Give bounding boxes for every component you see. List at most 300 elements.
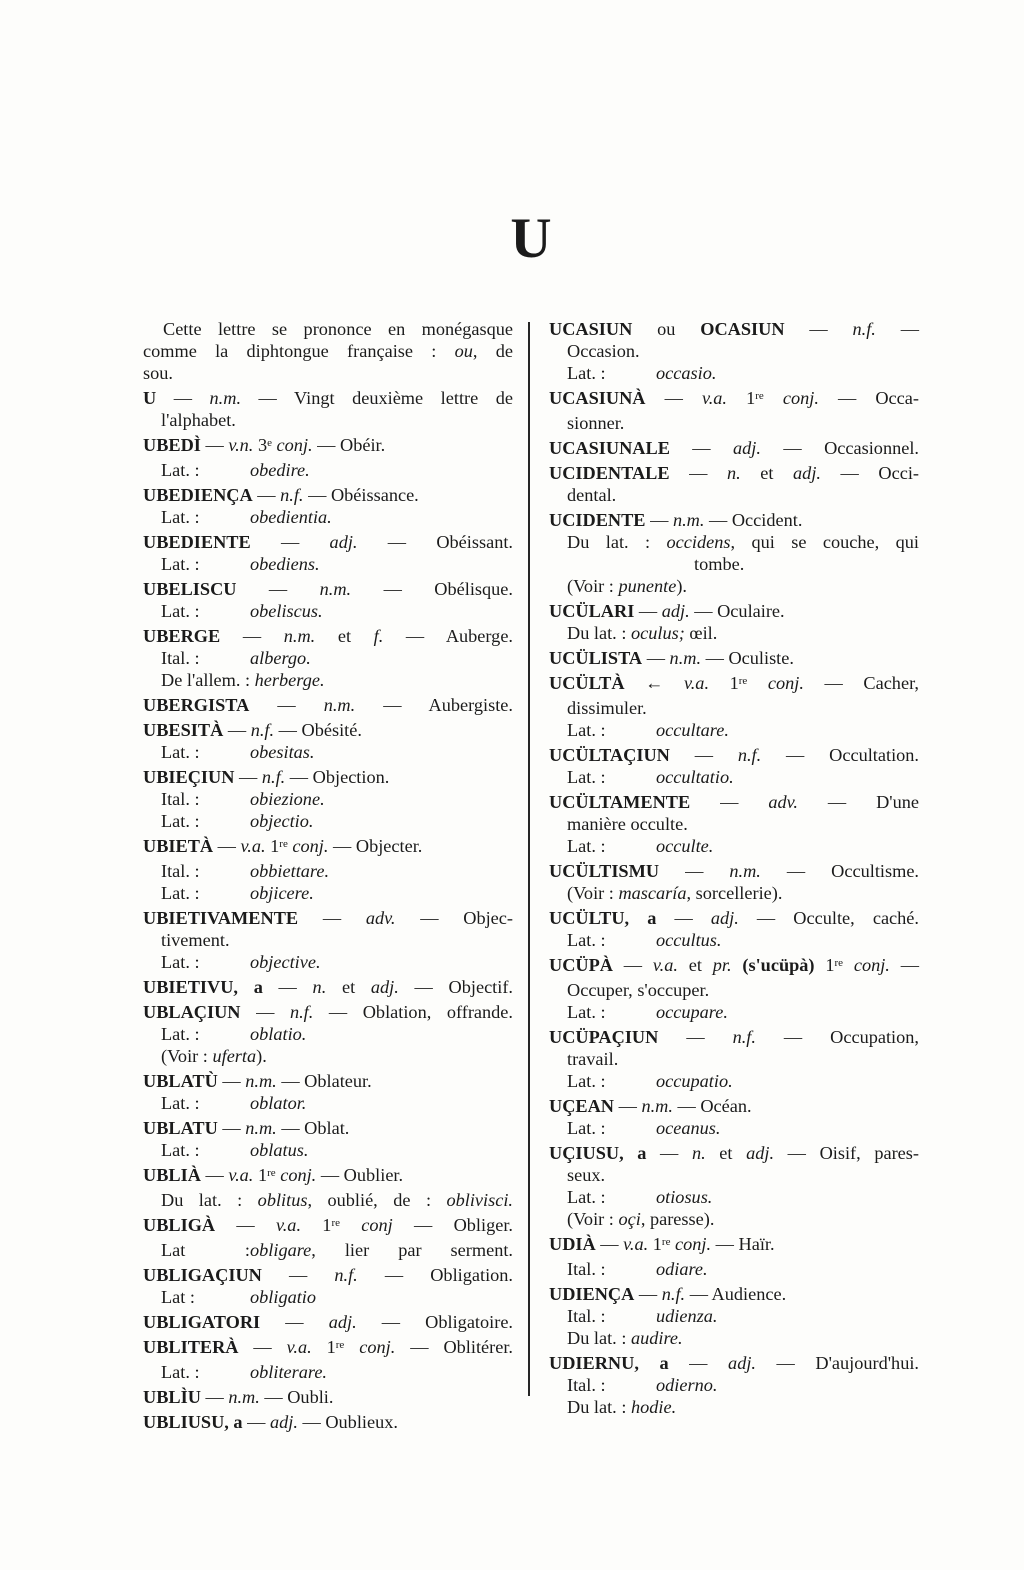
italic-text: adj.: [269, 1412, 298, 1432]
entry-line: [549, 766, 919, 788]
headword: UBLIGATORI: [143, 1312, 261, 1332]
italic-text: uferta: [212, 1046, 257, 1066]
dictionary-entry: [549, 387, 919, 434]
italic-text: v.a.: [275, 1215, 302, 1235]
plain-text: —: [220, 626, 284, 646]
entry-line: [143, 907, 513, 929]
plain-text: — Occupation,: [755, 1027, 919, 1047]
plain-text: — Obélisque.: [351, 579, 513, 599]
plain-text: —: [200, 435, 229, 455]
italic-text: conj.: [292, 836, 329, 856]
plain-text: —: [668, 1353, 729, 1373]
italic-text: conj.: [276, 435, 313, 455]
headword: UBLATU: [143, 1118, 218, 1138]
plain-text: — Objectif.: [398, 977, 513, 997]
plain-text: — Occasionnel.: [760, 438, 919, 458]
headword: UCÜLTÀ: [549, 673, 625, 693]
plain-text: —: [217, 1118, 246, 1138]
headword: UCIDENTALE: [549, 463, 670, 483]
entry-line: [143, 1070, 513, 1092]
headword: UBEDIENÇA: [143, 485, 253, 505]
plain-text: — Oublier.: [316, 1165, 404, 1185]
plain-text: 1: [311, 1337, 336, 1357]
entry-line: [143, 835, 513, 860]
plain-text: —: [200, 1387, 229, 1407]
superscript: e: [267, 437, 272, 450]
plain-text: — Océan.: [672, 1096, 752, 1116]
dictionary-entry: [549, 954, 919, 1023]
plain-text: —: [595, 1234, 624, 1254]
dictionary-entry: [143, 1336, 513, 1383]
entry-line: [549, 954, 919, 979]
italic-text: odierno.: [656, 1375, 718, 1395]
headword: UBIEÇIUN: [143, 767, 235, 787]
plain-text: Du lat. :: [567, 1328, 631, 1348]
plain-text: — Obésité.: [274, 720, 362, 740]
entry-line: [549, 1327, 919, 1349]
plain-text: — Obéissance.: [303, 485, 419, 505]
plain-text: 3: [253, 435, 268, 455]
superscript: re: [331, 1217, 340, 1230]
dictionary-entry: [549, 1026, 919, 1092]
italic-text: obiezione.: [250, 789, 325, 809]
entry-line: [549, 1186, 919, 1208]
headword: UCÜPÀ: [549, 955, 613, 975]
entry-line: [143, 459, 513, 481]
plain-text: —: [260, 1312, 329, 1332]
dictionary-entry: [549, 462, 919, 506]
plain-text: ou: [632, 319, 701, 339]
plain-text: — Obliger.: [392, 1215, 513, 1235]
italic-text: oblator.: [250, 1093, 307, 1113]
plain-text: Cette lettre se prononce en monégasque: [163, 319, 513, 339]
plain-text: 1: [709, 673, 739, 693]
language-label: Ital. :: [161, 789, 200, 809]
italic-text: conj.: [767, 673, 804, 693]
plain-text: dental.: [567, 485, 617, 505]
entry-line: [143, 647, 513, 669]
entry-line: [143, 1264, 513, 1286]
entry-line: [549, 719, 919, 741]
italic-text: n.m.: [245, 1071, 277, 1091]
dictionary-entry: [549, 600, 919, 644]
italic-text: oblatio.: [250, 1024, 307, 1044]
entry-line: [143, 951, 513, 973]
dictionary-entry: [143, 1411, 513, 1433]
entry-line: [549, 1164, 919, 1186]
dictionary-entry: [143, 1070, 513, 1114]
dictionary-entry: [143, 484, 513, 528]
entry-line: [143, 600, 513, 622]
entry-line: [549, 318, 919, 340]
headword: UBLIÀ: [143, 1165, 201, 1185]
entry-line: [549, 1070, 919, 1092]
entry-line: [549, 1001, 919, 1023]
plain-text: —: [217, 1071, 246, 1091]
plain-text: De l'allem. :: [161, 670, 255, 690]
entry-line: [549, 672, 919, 697]
plain-text: , de: [472, 341, 513, 361]
entry-line: [143, 553, 513, 575]
italic-text: hodie.: [630, 1397, 677, 1417]
entry-line: [143, 976, 513, 998]
plain-text: Occasion.: [567, 341, 640, 361]
plain-text: tombe.: [694, 554, 745, 574]
italic-text: n.m.: [672, 510, 705, 530]
plain-text: Du lat. :: [567, 623, 631, 643]
plain-text: — Objecter.: [328, 836, 423, 856]
entry-line: [549, 1305, 919, 1327]
headword: UCÜLTISMU: [549, 861, 660, 881]
plain-text: —: [240, 1002, 290, 1022]
language-label: Lat. :: [161, 811, 200, 831]
plain-text: Du lat. :: [567, 1397, 631, 1417]
section-letter: U: [510, 207, 552, 270]
headword: UÇEAN: [549, 1096, 615, 1116]
italic-text: n.f.: [280, 485, 304, 505]
language-label: Lat. :: [567, 1071, 606, 1091]
plain-text: Du lat. :: [161, 1190, 258, 1210]
entry-line: [549, 1117, 919, 1139]
dictionary-entry: [549, 1142, 919, 1230]
dictionary-entry: [143, 387, 513, 431]
italic-text: oblivisci.: [446, 1190, 513, 1210]
plain-text: — Obligation.: [357, 1265, 513, 1285]
plain-text: travail.: [567, 1049, 619, 1069]
dictionary-entry: [549, 647, 919, 669]
italic-text: f.: [373, 626, 384, 646]
columns: [143, 318, 919, 1436]
language-label: Lat. :: [567, 1187, 606, 1207]
entry-line: [143, 1286, 513, 1308]
italic-text: conj.: [675, 1234, 712, 1254]
plain-text: —: [261, 1265, 335, 1285]
italic-text: v.a.: [286, 1337, 312, 1357]
plain-text: — Obéissant.: [357, 532, 513, 552]
plain-text: —: [634, 1284, 662, 1304]
entry-line: [143, 362, 513, 384]
italic-text: oblatus.: [250, 1140, 309, 1160]
headword: UBLAÇIUN: [143, 1002, 241, 1022]
entry-line: [549, 362, 919, 384]
entry-line: [549, 744, 919, 766]
headword: UCASIUN: [549, 319, 633, 339]
italic-text: n.f.: [661, 1284, 686, 1304]
headword: UBLIGÀ: [143, 1215, 216, 1235]
italic-text: oçi: [618, 1209, 641, 1229]
plain-text: —: [646, 1143, 692, 1163]
entry-line: [143, 669, 513, 691]
dictionary-entry: [143, 976, 513, 998]
headword: UBLATÙ: [143, 1071, 218, 1091]
plain-text: et: [315, 626, 374, 646]
italic-text: obedire.: [250, 460, 310, 480]
plain-text: — Obligatoire.: [356, 1312, 513, 1332]
italic-text: obeliscus.: [250, 601, 323, 621]
italic-text: n.m.: [209, 388, 242, 408]
entry-line: [143, 1361, 513, 1383]
language-label: Ital. :: [567, 1375, 606, 1395]
entry-line: [143, 1336, 513, 1361]
dictionary-entry: [143, 1164, 513, 1211]
entry-line: [549, 1396, 919, 1418]
language-label: Lat. :: [161, 507, 200, 527]
plain-text: —: [642, 648, 670, 668]
superscript: re: [267, 1167, 276, 1180]
entry-line: [143, 340, 513, 362]
entry-line: [549, 1283, 919, 1305]
italic-text: adj.: [661, 601, 690, 621]
plain-text: —: [298, 908, 366, 928]
italic-text: n.f.: [737, 745, 762, 765]
italic-text: v.a.: [701, 388, 727, 408]
entry-line: [549, 1142, 919, 1164]
italic-text: obedientia.: [250, 507, 332, 527]
entry-line: [549, 531, 919, 553]
plain-text: — Occi-: [820, 463, 919, 483]
plain-text: —: [889, 955, 919, 975]
plain-text: —: [614, 1096, 642, 1116]
dictionary-entry: [549, 437, 919, 459]
superscript: re: [755, 390, 764, 403]
dictionary-entry: [143, 1264, 513, 1308]
plain-text: (Voir :: [567, 576, 619, 596]
entry-line: [143, 860, 513, 882]
plain-text: —: [634, 601, 662, 621]
language-label: Lat. :: [567, 720, 606, 740]
plain-text: —: [784, 319, 853, 339]
italic-text: occultus.: [656, 930, 722, 950]
language-label: Lat. :: [161, 554, 200, 574]
headword: UCÜLTAMENTE: [549, 792, 691, 812]
plain-text: [340, 1215, 361, 1235]
italic-text: occupare.: [656, 1002, 728, 1022]
plain-text: sionner.: [567, 413, 625, 433]
entry-line: [549, 462, 919, 484]
italic-text: n.m.: [729, 861, 761, 881]
plain-text: —: [658, 1027, 733, 1047]
plain-text: —: [242, 1412, 270, 1432]
entry-line: [143, 788, 513, 810]
entry-line: [549, 1352, 919, 1374]
entry-line: [549, 860, 919, 882]
entry-line: [549, 1208, 919, 1230]
italic-text: ou: [454, 341, 473, 361]
entry-line: [143, 1386, 513, 1408]
italic-text: adj.: [370, 977, 399, 997]
entry-line: [549, 1026, 919, 1048]
dictionary-entry: [549, 1233, 919, 1280]
dictionary-entry: [549, 1283, 919, 1349]
language-label: Lat. :: [567, 930, 606, 950]
dictionary-entry: [549, 1352, 919, 1418]
headword: (s'ucüpà): [742, 955, 815, 975]
entry-line: [143, 387, 513, 409]
italic-text: adj.: [733, 438, 761, 458]
italic-text: adj.: [710, 908, 739, 928]
headword: UBESITÀ: [143, 720, 224, 740]
dictionary-entry: [549, 744, 919, 788]
entry-line: [549, 437, 919, 459]
italic-text: obbiettare.: [250, 861, 330, 881]
plain-text: 1: [301, 1215, 332, 1235]
plain-text: ).: [676, 576, 688, 596]
dictionary-entry: [549, 1095, 919, 1139]
left-column: [143, 318, 513, 1436]
plain-text: —: [669, 745, 738, 765]
italic-text: adj.: [793, 463, 821, 483]
plain-text: , paresse).: [640, 1209, 715, 1229]
headword: UCASIUNÀ: [549, 388, 646, 408]
plain-text: [732, 955, 743, 975]
italic-text: obligare: [250, 1240, 312, 1260]
entry-line: [549, 697, 919, 719]
entry-line: [143, 882, 513, 904]
plain-text: et: [326, 977, 371, 997]
dictionary-entry: [549, 318, 919, 384]
superscript: re: [279, 838, 288, 851]
italic-text: oculus;: [630, 623, 685, 643]
italic-text: objective.: [250, 952, 321, 972]
headword: UBLÌU: [143, 1387, 201, 1407]
plain-text: — Oblation, offrande.: [313, 1002, 513, 1022]
plain-text: — D'aujourd'hui.: [755, 1353, 919, 1373]
language-label: Lat. :: [567, 1118, 606, 1138]
plain-text: —: [656, 908, 711, 928]
language-label: Ital. :: [567, 1259, 606, 1279]
plain-text: et: [740, 463, 794, 483]
italic-text: otiosus.: [656, 1187, 713, 1207]
italic-text: mascaría: [618, 883, 687, 903]
dictionary-entry: [143, 907, 513, 973]
italic-text: n.m.: [228, 1387, 260, 1407]
plain-text: —: [223, 720, 251, 740]
plain-text: —: [645, 510, 673, 530]
entry-line: [549, 1374, 919, 1396]
headword: UBLIGAÇIUN: [143, 1265, 262, 1285]
plain-text: tivement.: [161, 930, 230, 950]
plain-text: —: [250, 532, 330, 552]
entry-line: [143, 741, 513, 763]
entry-line: [143, 625, 513, 647]
plain-text: — Oculiste.: [701, 648, 794, 668]
language-label: Lat. :: [161, 742, 200, 762]
headword: UBIETIVAMENTE: [143, 908, 299, 928]
language-label: Ital. :: [161, 861, 200, 881]
plain-text: —: [156, 388, 210, 408]
plain-text: , sorcellerie).: [686, 883, 783, 903]
headword: UBLIUSU, a: [143, 1412, 243, 1432]
entry-line: [143, 434, 513, 459]
headword: UBIETÀ: [143, 836, 214, 856]
plain-text: , oublié, de :: [307, 1190, 447, 1210]
language-label: Lat. :: [161, 601, 200, 621]
italic-text: punente: [618, 576, 677, 596]
entry-line: [143, 766, 513, 788]
dictionary-entry: [143, 1214, 513, 1261]
italic-text: herberge.: [254, 670, 325, 690]
plain-text: l'alphabet.: [161, 410, 236, 430]
plain-text: —: [200, 1165, 229, 1185]
entry-line: [143, 1001, 513, 1023]
entry-line: [549, 1095, 919, 1117]
plain-text: — Occa-: [818, 388, 919, 408]
headword: OCASIUN: [700, 319, 785, 339]
plain-text: — Occulte, caché.: [738, 908, 919, 928]
entry-line: [143, 694, 513, 716]
plain-text: — Oculaire.: [689, 601, 785, 621]
entry-line: [143, 531, 513, 553]
entry-line: [549, 1258, 919, 1280]
italic-text: n.f.: [250, 720, 275, 740]
italic-text: audire.: [630, 1328, 683, 1348]
italic-text: obediens.: [250, 554, 320, 574]
plain-text: — Oublieux.: [297, 1412, 398, 1432]
dictionary-entry: [143, 578, 513, 622]
entry-line: [143, 1214, 513, 1239]
dictionary-entry: [143, 835, 513, 904]
entry-line: [143, 929, 513, 951]
plain-text: 1: [265, 836, 280, 856]
entry-line: [549, 600, 919, 622]
italic-text: n.: [726, 463, 741, 483]
plain-text: —: [875, 319, 920, 339]
plain-text: — Aubergiste.: [355, 695, 513, 715]
italic-text: conj.: [853, 955, 890, 975]
entry-line: [143, 1023, 513, 1045]
italic-text: v.a.: [683, 673, 710, 693]
entry-line: [143, 1045, 513, 1067]
headword: UBEDIENTE: [143, 532, 251, 552]
dictionary-entry: [549, 509, 919, 597]
plain-text: 1: [727, 388, 756, 408]
italic-text: v.n.: [228, 435, 254, 455]
dictionary-entry: [549, 860, 919, 904]
plain-text: — Oubli.: [259, 1387, 334, 1407]
plain-text: — Oblateur.: [276, 1071, 372, 1091]
italic-text: occidens: [666, 532, 731, 552]
entry-line: [143, 318, 513, 340]
plain-text: [747, 673, 768, 693]
headword: UCÜPAÇIUN: [549, 1027, 659, 1047]
entry-line: [143, 719, 513, 741]
plain-text: comme la diphtongue française :: [143, 341, 455, 361]
entry-line: [549, 979, 919, 1001]
plain-text: et: [677, 955, 713, 975]
superscript: re: [335, 1339, 345, 1352]
dictionary-entry: [549, 672, 919, 741]
plain-text: — Occultisme.: [760, 861, 919, 881]
entry-line: [549, 387, 919, 412]
dictionary-entry: [143, 1386, 513, 1408]
dictionary-entry: [143, 434, 513, 481]
language-label: Lat. :: [567, 1002, 606, 1022]
headword: UBERGE: [143, 626, 221, 646]
plain-text: ).: [256, 1046, 267, 1066]
entry-line: [143, 409, 513, 431]
italic-text: udienza.: [656, 1306, 718, 1326]
language-label: Lat :: [161, 1240, 250, 1260]
dictionary-entry: [143, 625, 513, 691]
headword: UBELISCU: [143, 579, 237, 599]
italic-text: obliterare.: [250, 1362, 328, 1382]
entry-line: [549, 575, 919, 597]
language-label: Ital. :: [567, 1306, 606, 1326]
headword: UDIERNU, a: [549, 1353, 669, 1373]
headword: UCÜLTU, a: [549, 908, 657, 928]
plain-text: —: [612, 955, 653, 975]
entry-line: [143, 1139, 513, 1161]
